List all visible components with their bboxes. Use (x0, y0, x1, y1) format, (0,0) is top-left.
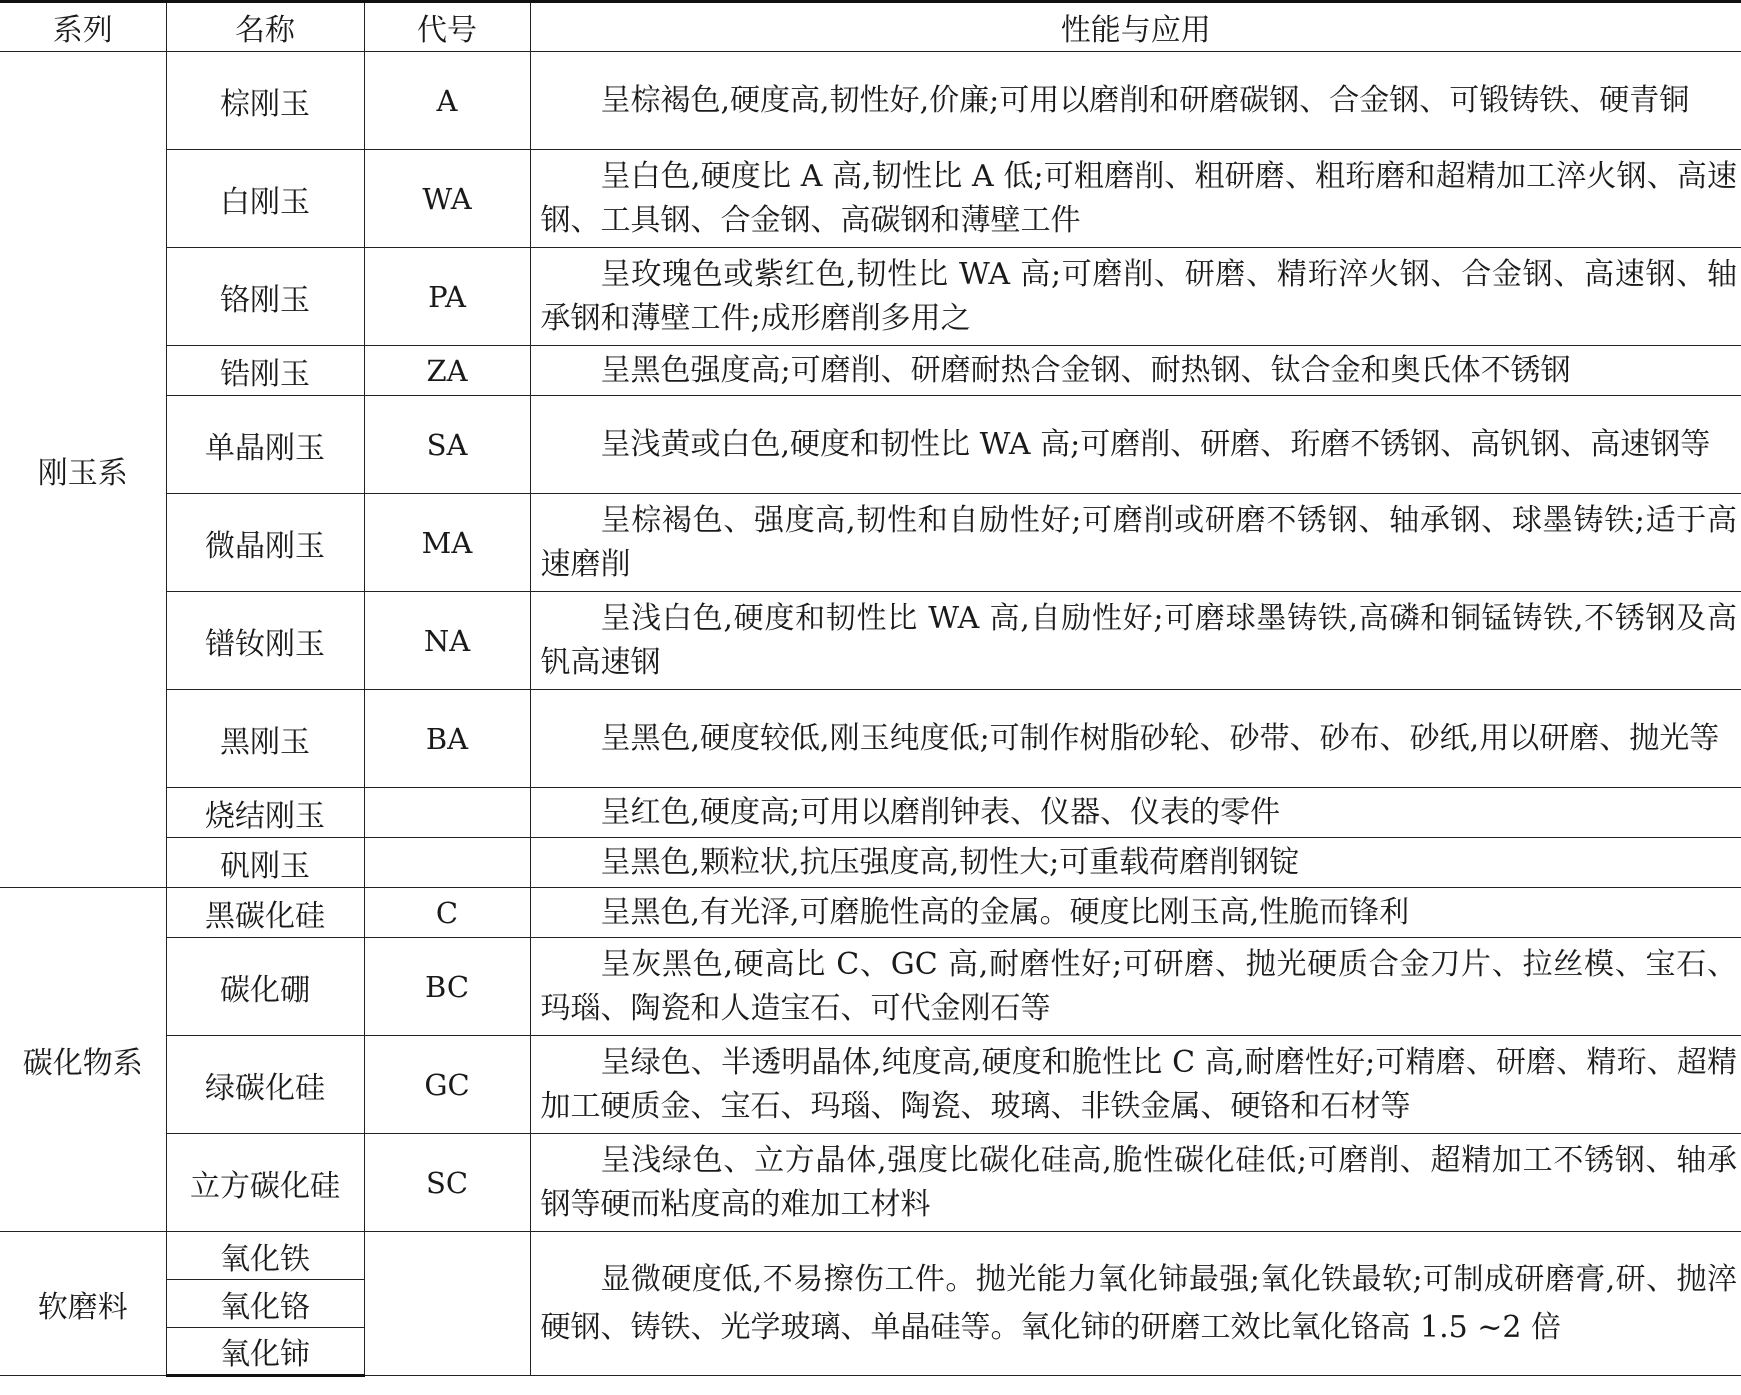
table-row (0, 52, 1741, 150)
table-row (0, 346, 1741, 396)
desc-cell: 呈绿色、半透明晶体,纯度高,硬度和脆性比 C 高,耐磨性好;可精磨、研磨、精珩、超精加工硬质金、宝石、玛瑙、陶瓷、玻璃、非铁金属、硬铬和石材等 (530, 1036, 1741, 1134)
name-cell: 镨钕刚玉 (166, 592, 364, 690)
desc-cell: 呈棕褐色、强度高,韧性和自励性好;可磨削或研磨不锈钢、轴承钢、球墨铸铁;适于高速磨削 (530, 494, 1741, 592)
table-row (0, 1232, 1741, 1280)
table-row (0, 592, 1741, 690)
desc-cell: 呈玫瑰色或紫红色,韧性比 WA 高;可磨削、研磨、精珩淬火钢、合金钢、高速钢、轴承钢和薄壁工件;成形磨削多用之 (530, 248, 1741, 346)
code-cell (364, 788, 530, 838)
desc-cell: 呈红色,硬度高;可用以磨削钟表、仪器、仪表的零件 (530, 788, 1741, 838)
code-cell: PA (364, 248, 530, 346)
table-row (0, 690, 1741, 788)
table-row (0, 788, 1741, 838)
header-row (0, 2, 1741, 52)
code-cell: A (364, 52, 530, 150)
code-cell (364, 1232, 530, 1376)
desc-cell: 呈黑色,有光泽,可磨脆性高的金属。硬度比刚玉高,性脆而锋利 (530, 888, 1741, 938)
desc-cell: 呈浅白色,硬度和韧性比 WA 高,自励性好;可磨球墨铸铁,高磷和铜锰铸铁,不锈钢及高钒高速钢 (530, 592, 1741, 690)
header-name: 名称 (166, 2, 364, 52)
table-row (0, 494, 1741, 592)
table-row (0, 396, 1741, 494)
code-cell: WA (364, 150, 530, 248)
name-cell: 绿碳化硅 (166, 1036, 364, 1134)
name-cell: 白刚玉 (166, 150, 364, 248)
table-row (0, 150, 1741, 248)
name-cell: 黑碳化硅 (166, 888, 364, 938)
desc-cell: 呈黑色,颗粒状,抗压强度高,韧性大;可重载荷磨削钢锭 (530, 838, 1741, 888)
table-row (0, 938, 1741, 1036)
table-row (0, 838, 1741, 888)
desc-cell: 呈灰黑色,硬高比 C、GC 高,耐磨性好;可研磨、抛光硬质合金刀片、拉丝模、宝石、玛瑙、陶瓷和人造宝石、可代金刚石等 (530, 938, 1741, 1036)
name-cell: 矾刚玉 (166, 838, 364, 888)
desc-cell: 呈黑色,硬度较低,刚玉纯度低;可制作树脂砂轮、砂带、砂布、砂纸,用以研磨、抛光等 (530, 690, 1741, 788)
desc-cell: 显微硬度低,不易擦伤工件。抛光能力氧化铈最强;氧化铁最软;可制成研磨膏,研、抛淬硬钢、铸铁、光学玻璃、单晶硅等。氧化铈的研磨工效比氧化铬高 1.5 ~2 倍 (530, 1232, 1741, 1376)
code-cell: MA (364, 494, 530, 592)
table-row (0, 1036, 1741, 1134)
name-cell: 立方碳化硅 (166, 1134, 364, 1232)
name-cell: 氧化铁 (166, 1232, 364, 1280)
desc-cell: 呈浅绿色、立方晶体,强度比碳化硅高,脆性碳化硅低;可磨削、超精加工不锈钢、轴承钢等硬而粘度高的难加工材料 (530, 1134, 1741, 1232)
series-cell-corundum: 刚玉系 (0, 52, 166, 888)
series-cell-carbide: 碳化物系 (0, 888, 166, 1232)
name-cell: 氧化铬 (166, 1280, 364, 1328)
code-cell: NA (364, 592, 530, 690)
code-cell (364, 838, 530, 888)
name-cell: 氧化铈 (166, 1328, 364, 1376)
code-cell: GC (364, 1036, 530, 1134)
series-cell-soft: 软磨料 (0, 1232, 166, 1376)
name-cell: 黑刚玉 (166, 690, 364, 788)
name-cell: 微晶刚玉 (166, 494, 364, 592)
code-cell: C (364, 888, 530, 938)
table-row (0, 248, 1741, 346)
code-cell: SA (364, 396, 530, 494)
name-cell: 烧结刚玉 (166, 788, 364, 838)
header-series: 系列 (0, 2, 166, 52)
name-cell: 棕刚玉 (166, 52, 364, 150)
name-cell: 锆刚玉 (166, 346, 364, 396)
code-cell: ZA (364, 346, 530, 396)
name-cell: 单晶刚玉 (166, 396, 364, 494)
table-row (0, 1134, 1741, 1232)
name-cell: 铬刚玉 (166, 248, 364, 346)
header-application: 性能与应用 (530, 2, 1741, 52)
desc-cell: 呈白色,硬度比 A 高,韧性比 A 低;可粗磨削、粗研磨、粗珩磨和超精加工淬火钢、高速钢、工具钢、合金钢、高碳钢和薄壁工件 (530, 150, 1741, 248)
desc-cell: 呈黑色强度高;可磨削、研磨耐热合金钢、耐热钢、钛合金和奥氏体不锈钢 (530, 346, 1741, 396)
desc-cell: 呈浅黄或白色,硬度和韧性比 WA 高;可磨削、研磨、珩磨不锈钢、高钒钢、高速钢等 (530, 396, 1741, 494)
desc-cell: 呈棕褐色,硬度高,韧性好,价廉;可用以磨削和研磨碳钢、合金钢、可锻铸铁、硬青铜 (530, 52, 1741, 150)
code-cell: BA (364, 690, 530, 788)
code-cell: SC (364, 1134, 530, 1232)
code-cell: BC (364, 938, 530, 1036)
header-code: 代号 (364, 2, 530, 52)
table-row (0, 888, 1741, 938)
name-cell: 碳化硼 (166, 938, 364, 1036)
